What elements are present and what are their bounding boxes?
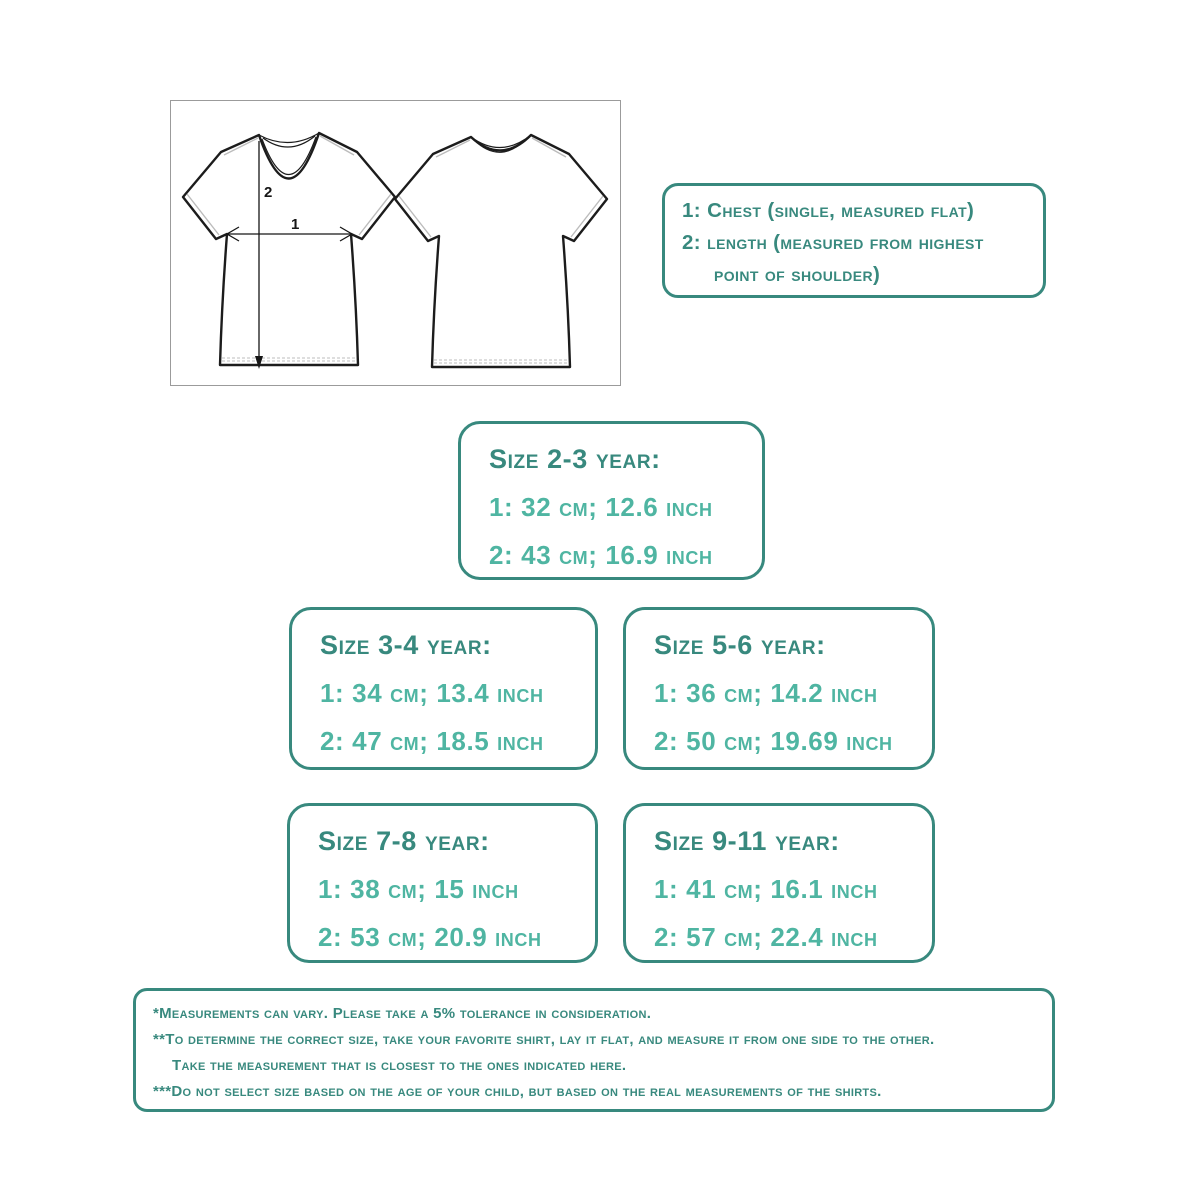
size-length-value: 2: 57 cm; 22.4 inch	[654, 922, 878, 952]
note-age-warning: ***Do not select size based on the age of your child, but based on the real measurements of the shirts.	[153, 1083, 882, 1100]
size-title: Size 5-6 year:	[654, 630, 826, 660]
note-how-to-measure-cont: Take the measurement that is closest to the ones indicated here.	[172, 1057, 627, 1074]
size-chest-value: 1: 34 cm; 13.4 inch	[320, 678, 544, 708]
size-title: Size 7-8 year:	[318, 826, 490, 856]
size-length-value: 2: 53 cm; 20.9 inch	[318, 922, 542, 952]
size-chest-value: 1: 36 cm; 14.2 inch	[654, 678, 878, 708]
legend-line-chest: 1: Chest (single, measured flat)	[682, 199, 975, 222]
legend-line-length-cont: point of shoulder)	[714, 263, 881, 286]
size-length-value: 2: 47 cm; 18.5 inch	[320, 726, 544, 756]
length-label: 2	[264, 184, 273, 201]
front-shirt-drawing	[183, 133, 395, 365]
size-box-3-4-year	[289, 607, 598, 770]
size-length-value: 2: 50 cm; 19.69 inch	[654, 726, 893, 756]
size-length-value: 2: 43 cm; 16.9 inch	[489, 540, 713, 570]
size-box-7-8-year	[287, 803, 598, 963]
notes-box	[133, 988, 1055, 1112]
back-shirt-drawing	[395, 135, 607, 367]
note-tolerance: *Measurements can vary. Please take a 5% tolerance in consideration.	[153, 1005, 652, 1022]
tshirt-diagram-panel	[170, 100, 621, 386]
size-chest-value: 1: 41 cm; 16.1 inch	[654, 874, 878, 904]
size-chest-value: 1: 38 cm; 15 inch	[318, 874, 519, 904]
size-chest-value: 1: 32 cm; 12.6 inch	[489, 492, 713, 522]
size-box-9-11-year	[623, 803, 935, 963]
tshirt-diagram	[171, 101, 620, 385]
size-title: Size 3-4 year:	[320, 630, 492, 660]
size-box-2-3-year	[458, 421, 765, 580]
note-how-to-measure: **To determine the correct size, take your favorite shirt, lay it flat, and measure it from one side to the other.	[153, 1031, 935, 1048]
size-title: Size 9-11 year:	[654, 826, 840, 856]
size-box-5-6-year	[623, 607, 935, 770]
legend-line-length: 2: length (measured from highest	[682, 231, 984, 254]
measure-legend-box	[662, 183, 1046, 298]
size-title: Size 2-3 year:	[489, 444, 661, 474]
chest-label: 1	[291, 216, 300, 233]
